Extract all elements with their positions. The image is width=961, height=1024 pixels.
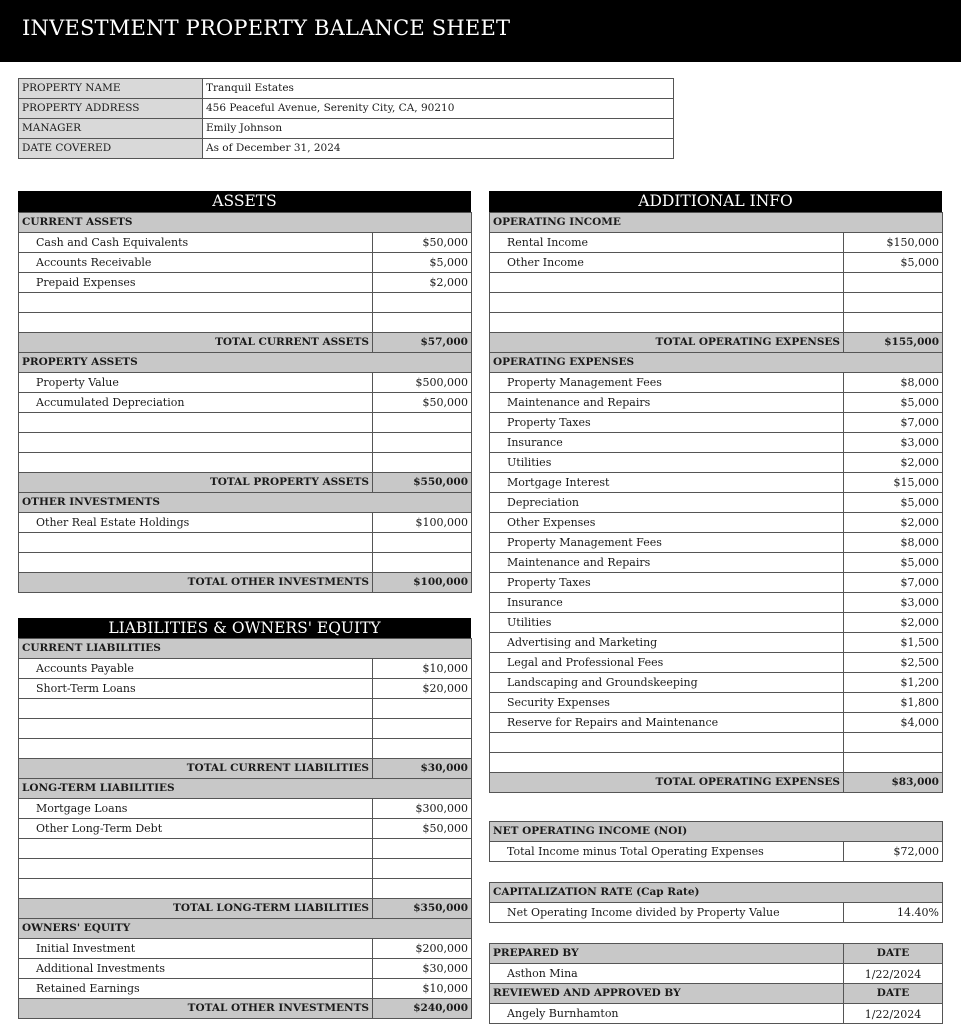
row-label[interactable]: Legal and Professional Fees	[490, 653, 844, 673]
property-assets-heading: PROPERTY ASSETS	[19, 353, 472, 373]
operating-table	[489, 212, 943, 793]
empty-cell[interactable]	[844, 293, 943, 313]
top-banner	[0, 0, 961, 62]
prepared-by-name[interactable]: Asthon Mina	[490, 964, 844, 984]
table-row	[490, 653, 943, 673]
empty-cell[interactable]	[373, 719, 472, 739]
operating-income-heading: OPERATING INCOME	[490, 213, 943, 233]
table-row	[490, 553, 943, 573]
empty-cell[interactable]	[19, 879, 373, 899]
empty-cell[interactable]	[373, 839, 472, 859]
row-value[interactable]: $5,000	[844, 493, 943, 513]
empty-cell[interactable]	[490, 273, 844, 293]
empty-cell[interactable]	[844, 273, 943, 293]
table-row	[490, 393, 943, 413]
row-value[interactable]: $1,500	[844, 633, 943, 653]
empty-row	[19, 313, 472, 333]
table-row	[490, 964, 943, 984]
noi-table	[489, 821, 943, 862]
assets-table	[18, 212, 472, 593]
row-label[interactable]: Property Value	[19, 373, 373, 393]
total-label: TOTAL CURRENT LIABILITIES	[19, 759, 373, 779]
row-value[interactable]: $2,000	[373, 273, 472, 293]
table-row	[19, 959, 472, 979]
row-value[interactable]: $50,000	[373, 393, 472, 413]
date-covered-field[interactable]: As of December 31, 2024	[203, 139, 674, 159]
cap-rate-label: Net Operating Income divided by Property Value	[490, 903, 844, 923]
reviewed-by-name[interactable]: Angely Burnhamton	[490, 1004, 844, 1024]
table-row	[490, 253, 943, 273]
table-row	[490, 1004, 943, 1024]
row-value[interactable]: $4,000	[844, 713, 943, 733]
table-row	[490, 493, 943, 513]
table-row	[490, 673, 943, 693]
empty-cell[interactable]	[844, 733, 943, 753]
row-label[interactable]: Reserve for Repairs and Maintenance	[490, 713, 844, 733]
cap-rate-value[interactable]: 14.40%	[844, 903, 943, 923]
empty-row	[490, 293, 943, 313]
row-value[interactable]: $500,000	[373, 373, 472, 393]
noi-value[interactable]: $72,000	[844, 842, 943, 862]
row-value[interactable]: $5,000	[844, 253, 943, 273]
table-row	[490, 842, 943, 862]
table-row	[490, 453, 943, 473]
total-value: $57,000	[373, 333, 472, 353]
empty-row	[19, 533, 472, 553]
row-label[interactable]: Property Taxes	[490, 573, 844, 593]
total-row	[490, 773, 943, 793]
additional-info-header: ADDITIONAL INFO	[489, 191, 942, 212]
empty-cell[interactable]	[373, 453, 472, 473]
row-value[interactable]: $200,000	[373, 939, 472, 959]
row-value[interactable]: $50,000	[373, 819, 472, 839]
total-value: $350,000	[373, 899, 472, 919]
empty-cell[interactable]	[490, 293, 844, 313]
empty-cell[interactable]	[19, 293, 373, 313]
row-label[interactable]: Prepaid Expenses	[19, 273, 373, 293]
table-row	[19, 233, 472, 253]
table-row	[490, 613, 943, 633]
info-row	[19, 99, 674, 119]
empty-cell[interactable]	[490, 733, 844, 753]
empty-cell[interactable]	[19, 413, 373, 433]
empty-row	[19, 553, 472, 573]
row-label[interactable]: Maintenance and Repairs	[490, 553, 844, 573]
current-liabilities-heading: CURRENT LIABILITIES	[19, 639, 472, 659]
prepared-date[interactable]: 1/22/2024	[844, 964, 943, 984]
table-row	[490, 593, 943, 613]
empty-cell[interactable]	[373, 433, 472, 453]
row-label[interactable]: Property Taxes	[490, 413, 844, 433]
empty-row	[19, 699, 472, 719]
row-value[interactable]: $150,000	[844, 233, 943, 253]
empty-cell[interactable]	[373, 533, 472, 553]
empty-cell[interactable]	[844, 313, 943, 333]
empty-cell[interactable]	[490, 753, 844, 773]
total-row	[19, 333, 472, 353]
long-term-liabilities-heading: LONG-TERM LIABILITIES	[19, 779, 472, 799]
empty-cell[interactable]	[19, 313, 373, 333]
row-label[interactable]: Accumulated Depreciation	[19, 393, 373, 413]
row-value[interactable]: $1,200	[844, 673, 943, 693]
assets-header: ASSETS	[18, 191, 471, 212]
total-row	[19, 999, 472, 1019]
row-value[interactable]: $2,000	[844, 453, 943, 473]
total-label: TOTAL OTHER INVESTMENTS	[19, 573, 373, 593]
table-row	[490, 513, 943, 533]
empty-row	[19, 293, 472, 313]
table-row	[19, 939, 472, 959]
empty-cell[interactable]	[373, 313, 472, 333]
property-info-table	[18, 78, 674, 159]
row-label[interactable]: Landscaping and Groundskeeping	[490, 673, 844, 693]
empty-row	[19, 413, 472, 433]
empty-row	[19, 879, 472, 899]
empty-row	[19, 739, 472, 759]
row-label[interactable]: Advertising and Marketing	[490, 633, 844, 653]
total-value: $155,000	[844, 333, 943, 353]
table-row	[19, 799, 472, 819]
row-label[interactable]: Property Management Fees	[490, 533, 844, 553]
empty-row	[490, 313, 943, 333]
empty-cell[interactable]	[19, 719, 373, 739]
info-row	[19, 79, 674, 99]
row-value[interactable]: $10,000	[373, 979, 472, 999]
table-row	[19, 659, 472, 679]
empty-row	[19, 859, 472, 879]
operating-expenses-heading: OPERATING EXPENSES	[490, 353, 943, 373]
total-label: TOTAL OPERATING EXPENSES	[490, 773, 844, 793]
row-value[interactable]: $2,500	[844, 653, 943, 673]
row-label[interactable]: Other Long-Term Debt	[19, 819, 373, 839]
total-label: TOTAL OPERATING EXPENSES	[490, 333, 844, 353]
row-value[interactable]: $300,000	[373, 799, 472, 819]
empty-cell[interactable]	[19, 433, 373, 453]
table-row	[19, 373, 472, 393]
table-row	[490, 433, 943, 453]
noi-heading: NET OPERATING INCOME (NOI)	[490, 822, 943, 842]
table-row	[19, 253, 472, 273]
cap-rate-table	[489, 882, 943, 923]
other-investments-heading: OTHER INVESTMENTS	[19, 493, 472, 513]
info-key: DATE COVERED	[19, 139, 203, 159]
date-heading: DATE	[844, 984, 943, 1004]
row-label[interactable]: Accounts Payable	[19, 659, 373, 679]
row-label[interactable]: Accounts Receivable	[19, 253, 373, 273]
row-label[interactable]: Cash and Cash Equivalents	[19, 233, 373, 253]
total-row	[19, 473, 472, 493]
table-row	[19, 513, 472, 533]
row-value[interactable]: $5,000	[373, 253, 472, 273]
table-row	[490, 573, 943, 593]
empty-cell[interactable]	[373, 293, 472, 313]
total-row	[19, 759, 472, 779]
table-row	[19, 979, 472, 999]
row-value[interactable]: $2,000	[844, 613, 943, 633]
total-label: TOTAL LONG-TERM LIABILITIES	[19, 899, 373, 919]
empty-cell[interactable]	[373, 413, 472, 433]
row-value[interactable]: $8,000	[844, 533, 943, 553]
table-row	[19, 819, 472, 839]
empty-cell[interactable]	[373, 879, 472, 899]
info-row	[19, 139, 674, 159]
table-row	[490, 713, 943, 733]
info-key: PROPERTY ADDRESS	[19, 99, 203, 119]
row-value[interactable]: $2,000	[844, 513, 943, 533]
row-label[interactable]: Rental Income	[490, 233, 844, 253]
empty-row	[490, 733, 943, 753]
empty-cell[interactable]	[373, 553, 472, 573]
row-label[interactable]: Other Expenses	[490, 513, 844, 533]
row-value[interactable]: $50,000	[373, 233, 472, 253]
property-address-field[interactable]: 456 Peaceful Avenue, Serenity City, CA, 90210	[203, 99, 674, 119]
empty-cell[interactable]	[19, 453, 373, 473]
row-label[interactable]: Property Management Fees	[490, 373, 844, 393]
row-value[interactable]: $15,000	[844, 473, 943, 493]
total-label: TOTAL CURRENT ASSETS	[19, 333, 373, 353]
row-value[interactable]: $3,000	[844, 433, 943, 453]
prepared-by-heading: PREPARED BY	[490, 944, 844, 964]
table-row	[19, 679, 472, 699]
row-label[interactable]: Utilities	[490, 453, 844, 473]
row-value[interactable]: $10,000	[373, 659, 472, 679]
row-label[interactable]: Additional Investments	[19, 959, 373, 979]
empty-cell[interactable]	[373, 699, 472, 719]
signoff-table	[489, 943, 943, 1024]
table-row	[490, 373, 943, 393]
total-row	[490, 333, 943, 353]
date-heading: DATE	[844, 944, 943, 964]
table-row	[490, 413, 943, 433]
empty-cell[interactable]	[19, 533, 373, 553]
row-label[interactable]: Utilities	[490, 613, 844, 633]
row-label[interactable]: Mortgage Interest	[490, 473, 844, 493]
row-value[interactable]: $30,000	[373, 959, 472, 979]
empty-cell[interactable]	[19, 553, 373, 573]
row-value[interactable]: $20,000	[373, 679, 472, 699]
row-value[interactable]: $5,000	[844, 393, 943, 413]
table-row	[490, 533, 943, 553]
empty-row	[19, 719, 472, 739]
noi-label: Total Income minus Total Operating Expenses	[490, 842, 844, 862]
total-label: TOTAL OTHER INVESTMENTS	[19, 999, 373, 1019]
total-value: $550,000	[373, 473, 472, 493]
table-row	[19, 273, 472, 293]
current-assets-heading: CURRENT ASSETS	[19, 213, 472, 233]
row-label[interactable]: Insurance	[490, 593, 844, 613]
empty-row	[490, 753, 943, 773]
total-value: $240,000	[373, 999, 472, 1019]
row-value[interactable]: $3,000	[844, 593, 943, 613]
row-label[interactable]: Mortgage Loans	[19, 799, 373, 819]
row-value[interactable]: $7,000	[844, 573, 943, 593]
empty-row	[19, 839, 472, 859]
row-label[interactable]: Maintenance and Repairs	[490, 393, 844, 413]
row-label[interactable]: Depreciation	[490, 493, 844, 513]
empty-row	[19, 433, 472, 453]
row-value[interactable]: $7,000	[844, 413, 943, 433]
empty-cell[interactable]	[19, 859, 373, 879]
manager-field[interactable]: Emily Johnson	[203, 119, 674, 139]
row-label[interactable]: Short-Term Loans	[19, 679, 373, 699]
total-row	[19, 899, 472, 919]
table-row	[490, 903, 943, 923]
cap-rate-heading: CAPITALIZATION RATE (Cap Rate)	[490, 883, 943, 903]
total-value: $100,000	[373, 573, 472, 593]
liabilities-header: LIABILITIES & OWNERS' EQUITY	[18, 618, 471, 639]
row-label[interactable]: Other Real Estate Holdings	[19, 513, 373, 533]
empty-cell[interactable]	[373, 739, 472, 759]
empty-row	[490, 273, 943, 293]
row-value[interactable]: $8,000	[844, 373, 943, 393]
property-name-field[interactable]: Tranquil Estates	[203, 79, 674, 99]
info-key: PROPERTY NAME	[19, 79, 203, 99]
table-row	[490, 633, 943, 653]
row-label[interactable]: Security Expenses	[490, 693, 844, 713]
reviewed-by-heading: REVIEWED AND APPROVED BY	[490, 984, 844, 1004]
row-label[interactable]: Other Income	[490, 253, 844, 273]
empty-cell[interactable]	[373, 859, 472, 879]
total-label: TOTAL PROPERTY ASSETS	[19, 473, 373, 493]
empty-cell[interactable]	[490, 313, 844, 333]
row-value[interactable]: $5,000	[844, 553, 943, 573]
row-label[interactable]: Insurance	[490, 433, 844, 453]
row-label[interactable]: Retained Earnings	[19, 979, 373, 999]
total-value: $83,000	[844, 773, 943, 793]
total-row	[19, 573, 472, 593]
empty-row	[19, 453, 472, 473]
page-title: INVESTMENT PROPERTY BALANCE SHEET	[22, 16, 511, 40]
table-row	[490, 693, 943, 713]
info-row	[19, 119, 674, 139]
empty-cell[interactable]	[844, 753, 943, 773]
liabilities-table	[18, 638, 472, 1019]
owners-equity-heading: OWNERS' EQUITY	[19, 919, 472, 939]
total-value: $30,000	[373, 759, 472, 779]
reviewed-date[interactable]: 1/22/2024	[844, 1004, 943, 1024]
empty-cell[interactable]	[19, 739, 373, 759]
row-value[interactable]: $100,000	[373, 513, 472, 533]
table-row	[19, 393, 472, 413]
info-key: MANAGER	[19, 119, 203, 139]
empty-cell[interactable]	[19, 699, 373, 719]
row-label[interactable]: Initial Investment	[19, 939, 373, 959]
empty-cell[interactable]	[19, 839, 373, 859]
table-row	[490, 473, 943, 493]
row-value[interactable]: $1,800	[844, 693, 943, 713]
table-row	[490, 233, 943, 253]
